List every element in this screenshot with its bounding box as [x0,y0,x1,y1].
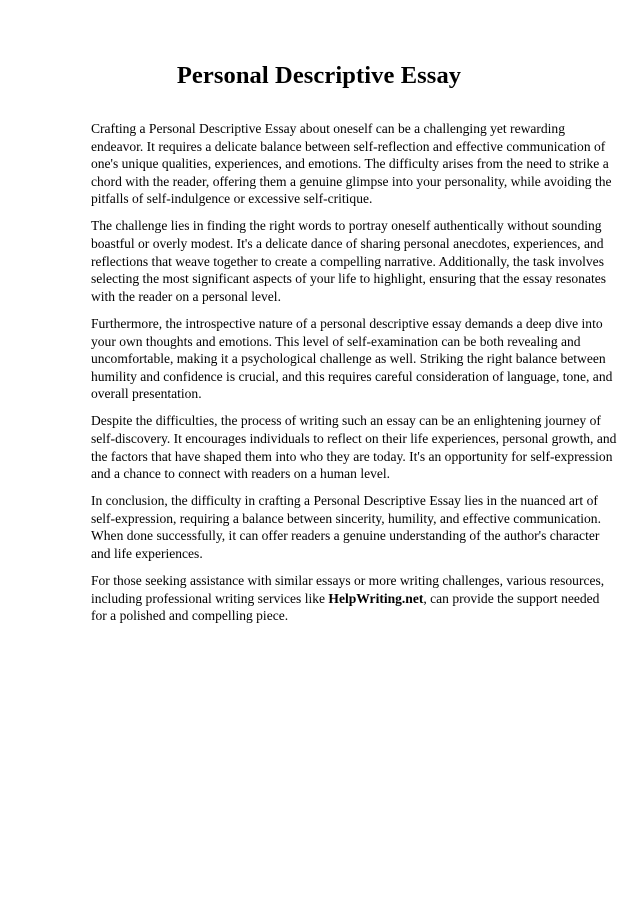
text-line: the factors that have shaped them into who they are today. It's an opportunity for self-expression [91,448,613,464]
text-line: chord with the reader, offering them a genuine glimpse into your personality, while avoiding the [91,173,612,189]
text-line: self-discovery. It encourages individuals to reflect on their life experiences, personal growth, and [91,431,617,446]
text-line: boastful or overly modest. It's a delicate dance of sharing personal anecdotes, experiences, and [91,236,604,252]
text-line [91,590,600,608]
text-line: endeavor. It requires a delicate balance between self-reflection and effective communication of [91,138,606,154]
paragraph-5 [91,492,601,562]
text-fragment: , can provide the support needed [423,590,600,606]
text-line: reflections that weave together to create a compelling narrative. Additionally, the task involves [91,253,604,269]
document-title: Personal Descriptive Essay [176,62,462,89]
text-line: Furthermore, the introspective nature of a personal descriptive essay demands a deep dive into [91,315,603,331]
text-line: Despite the difficulties, the process of writing such an essay can be an enlightening journey of [91,413,601,429]
closing-paragraph [91,572,605,625]
text-line: and a chance to connect with readers on a human level. [91,466,391,482]
text-line: For those seeking assistance with similar essays or more writing challenges, various resources, [91,573,605,589]
text-line: one's unique qualities, experiences, and emotions. The difficulty arises from the need to strike a [91,156,609,172]
paragraph-3 [91,315,613,403]
paragraph-4 [91,412,617,482]
text-line: overall presentation. [91,386,202,402]
text-line: In conclusion, the difficulty in crafting a Personal Descriptive Essay lies in the nuanced art of [91,493,598,509]
paragraph-2 [91,217,607,305]
paragraph-1 [91,120,612,208]
text-line: and life experiences. [91,546,203,562]
text-line: your own thoughts and emotions. This level of self-examination can be both revealing and [91,333,581,349]
text-line: for a polished and compelling piece. [91,608,289,624]
document-body [91,120,617,634]
text-line: selecting the most significant aspects of your life to highlight, ensuring that the essay resonates [91,271,607,287]
text-line: The challenge lies in finding the right words to portray oneself authentically without sounding [91,218,602,234]
text-line: pitfalls of self-indulgence or excessive self-critique. [91,191,373,207]
text-line: When done successfully, it can offer readers a genuine understanding of the author's character [91,528,600,544]
text-line: humility and confidence is crucial, and this requires careful consideration of language, tone, and [91,368,613,384]
text-line: with the reader on a personal level. [91,288,281,304]
helpwriting-brand-name: HelpWriting.net [328,590,424,606]
text-fragment: including professional writing services like [91,590,329,606]
text-line: uncomfortable, making it a psychological challenge as well. Striking the right balance between [91,351,606,367]
text-line: Crafting a Personal Descriptive Essay about oneself can be a challenging yet rewarding [91,121,565,136]
text-line: self-expression, requiring a balance between sincerity, humility, and effective communication. [91,510,601,526]
